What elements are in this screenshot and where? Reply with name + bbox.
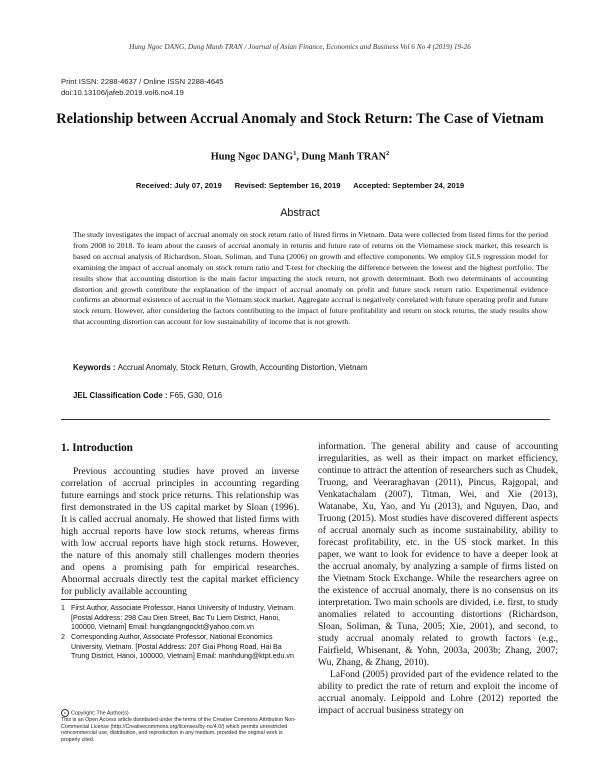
intro-paragraph-1: Previous accounting studies have proved an inverse correlation of accrual principles in accounting regarding future earnings and stock price returns. This relationship was first demonstrated in the US capital market by Sloan (1996). It is called accrual anomaly. He showed that listed firms with high accrual reports have low stock returns, whereas firms with low accrual reports have high stock returns. However, the nature of this anomaly still challenges modern theories and opens a promising path for empirical researches. Abnormal accruals directly test the capital market efficiency for publicly available accounting: [61, 466, 299, 598]
jel-label: JEL Classification Code :: [73, 391, 170, 400]
author-2-affiliation-mark: 2: [386, 150, 390, 157]
abstract-body: The study investigates the impact of accrual anomaly on stock return ratio of listed firms in Vietnam. Data were collected from listed firms for the period from 2008 to 2018. To learn about the causes of accrual anomaly in returns and future rate of returns on the Vietnamese stock market, this research is based on accrual analysis of Richardson, Sloan, Soliman, and Tuna (2006) on growth and effective components. We employ GLS regression model for examining the impact of accrual anomaly on stock return ratio and T-test for checking the difference between the lowest and the highest portfolio. The results show that accounting distortion is the main factor impacting the stock return, not growth determinant. Both two determinants of accounting distortion and growth contribute the explanation of the impact of accrual anomaly on profit and future stock return ratio. Experimental evidence confirms an abnormal existence of accrual in the Vietnam stock market. Aggregate accrual is negatively correlated with future operating profit and future stock return. However, after considering the factors contributing to the impact of future profitability and return on stock returns, the study results show that accounting distortion can account for low sustainability of income that is not growth.: [73, 230, 548, 327]
accepted-date: Accepted: September 24, 2019: [353, 181, 465, 190]
keywords-line: [73, 363, 553, 372]
keywords-label: Keywords :: [73, 363, 118, 372]
footnote-text: First Author, Associate Professor, Hanoi University of Industry, Vietnam. [Postal Address: 298 Cau Dien Street, Bac Tu Liem District, Hanoi, 100000, Vietnam] Email: hungdangngockt@yahoo.com.vn: [71, 604, 296, 632]
footnote-number: 2: [61, 633, 65, 642]
issn-line: Print ISSN: 2288-4637 / Online ISSN 2288-4645: [61, 77, 224, 86]
doi-line: doi:10.13106/jafeb.2019.vol6.no4.19: [61, 88, 184, 97]
footnote-number: 1: [61, 604, 65, 612]
section-divider: [61, 419, 550, 420]
intro-paragraph-continued: information. The general ability and cause of accounting irregularities, as well as their impact on market efficiency, continue to attract the attention of researchers such as Chudek, Truong, and Veeraraghavan (2011), Pincus, Rajgopal, and Venkatachalam (2007), Titman, Wei, and Xie (2013), Watanabe, Xu, Yao, and Yu (2013), and Nguyen, Dao, and Truong (2015). Most studies have discovered different aspects of accrual anomaly such as income sustainability, ability to forecast profitability, etc. in the US stock market. In this paper, we want to look for evidence to have a deeper look at the accrual anomaly, by analyzing a sample of firms listed on the Vietnam Stock Exchange. While the researchers agree on the existence of accrual anomaly, there is no consensus on its interpretation. Two main schools are divided, i.e. first, to study anomalies related to accounting distortions (Richardson, Sloan, Soliman, & Tuna, 2005; Xie, 2001), and second, to study accrual anomaly related to growth factors (e.g., Fairfield, Whisenant, & Yohn, 2003a, 2003b; Zhang, 2007; Wu, Zhang, & Zhang, 2010).: [318, 441, 558, 669]
abstract-heading: Abstract: [280, 207, 320, 219]
submission-dates: [0, 181, 600, 190]
footnote-2: [61, 633, 301, 662]
footnote-text: Corresponding Author, Associate Professor, National Economics University, Vietnam. [Postal Address: 207 Giai Phong Road, Hai Ba Trung District, Hanoi, 100000, Vietnam] Email: manhdung@ktpt.edu.vn: [71, 633, 294, 661]
author-1: Hung Ngoc DANG: [210, 151, 294, 163]
footnotes: [61, 604, 301, 663]
copyright-line: [61, 709, 301, 717]
author-1-affiliation-mark: 1: [293, 150, 297, 157]
issn-block: [61, 76, 224, 98]
right-column: [318, 441, 558, 717]
author-2: Dung Manh TRAN: [301, 151, 387, 163]
jel-value: F65, G30, O16: [169, 391, 222, 400]
jel-line: [73, 391, 553, 400]
received-date: Received: July 07, 2019: [135, 181, 222, 190]
keywords-value: Accrual Anomaly, Stock Return, Growth, Accounting Distortion, Vietnam: [117, 363, 368, 372]
license-text: This is an Open Access article distributed under the terms of the Creative Commons Attribution Non-Commercial License (http://Creativecommons.org/licenses/by-nc/4.0/) which permits unrestricted noncommercial use, distribution, and reproduction in any medium, provided the original work is properly cited.: [61, 717, 296, 743]
copyright-icon: c: [61, 709, 69, 717]
intro-paragraph-2: LaFond (2005) provided part of the evidence related to the ability to predict the rate of return and exploit the income of accrual anomaly. Leippold and Lohre (2012) reported the impact of accrual business strategy on: [318, 669, 558, 717]
footnote-rule: [61, 599, 149, 600]
author-separator: ,: [296, 151, 302, 163]
footnote-1: [61, 604, 301, 633]
copyright-text: Copyright: The Author(s): [71, 710, 129, 717]
section-heading-introduction: 1. Introduction: [61, 442, 133, 454]
running-header: Hung Ngoc DANG, Dung Manh TRAN / Journal of Asian Finance, Economics and Business Vol 6 No 4 (2019) 19-26: [129, 42, 471, 51]
license-notice: [61, 709, 301, 743]
author-line: [0, 150, 600, 162]
paper-title: Relationship between Accrual Anomaly and Stock Return: The Case of Vietnam: [56, 111, 544, 127]
left-column: [61, 466, 299, 598]
revised-date: Revised: September 16, 2019: [234, 181, 341, 190]
